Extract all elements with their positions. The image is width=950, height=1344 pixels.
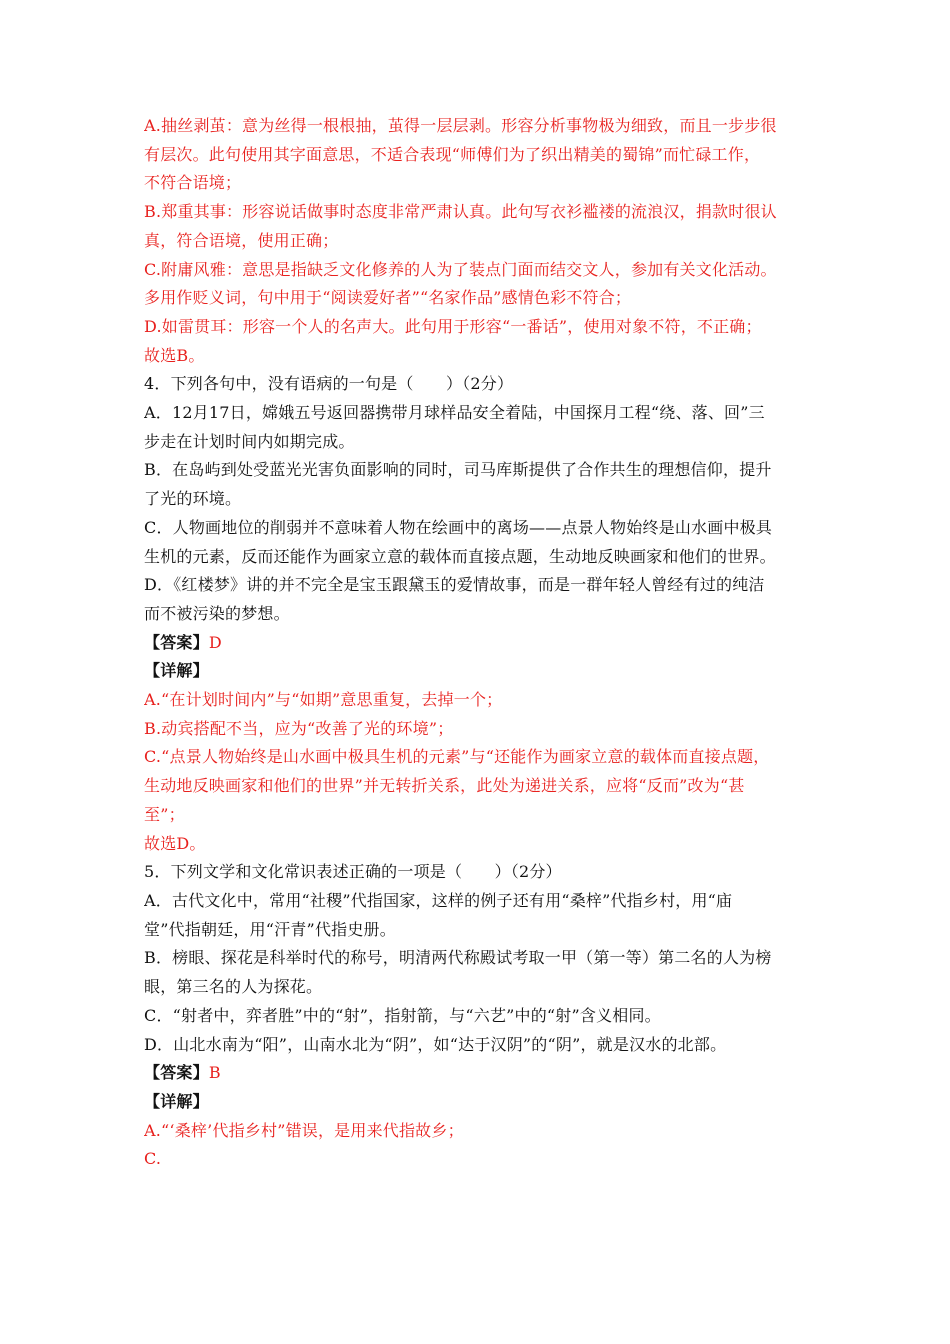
detail-line	[144, 657, 808, 686]
explanation-line: 生动地反映画家和他们的世界”并无转折关系，此处为递进关系，应将“反而”改为“甚	[144, 776, 745, 796]
option-line: C．“射者中，弈者胜”中的“射”，指射箭，与“六艺”中的“射”含义相同。	[144, 1005, 661, 1025]
option-line: A．12月17日，嫦娥五号返回器携带月球样品安全着陆，中国探月工程“绕、落、回”三	[144, 403, 765, 423]
explanation-line: 故选D。	[144, 833, 206, 853]
explanation-line: 有层次。此句使用其字面意思，不适合表现“师傅们为了织出精美的蜀锦”而忙碌工作，	[144, 144, 761, 164]
question-stem: 5．下列文学和文化常识表述正确的一项是（ ）（2分）	[144, 862, 562, 882]
detail-label: 【详解】	[144, 661, 209, 681]
option-line: 眼，第三名的人为探花。	[144, 977, 323, 997]
option-line: 而不被污染的梦想。	[144, 603, 290, 623]
option-line: 步走在计划时间内如期完成。	[144, 431, 355, 451]
explanation-line: 故选B。	[144, 345, 205, 365]
option-line: C．人物画地位的削弱并不意味着人物在绘画中的离场——点景人物始终是山水画中极具	[144, 517, 773, 537]
explanation-line: D.如雷贯耳：形容一个人的名声大。此句用于形容“一番话”，使用对象不符，不正确；	[144, 316, 762, 336]
option-line: D．《红楼梦》讲的并不完全是宝玉跟黛玉的爱情故事，而是一群年轻人曾经有过的纯洁	[144, 575, 765, 595]
option-line: B．榜眼、探花是科举时代的称号，明清两代称殿试考取一甲（第一等）第二名的人为榜	[144, 948, 772, 968]
explanation-line: 多用作贬义词，句中用于“阅读爱好者”“名家作品”感情色彩不符合；	[144, 288, 632, 308]
explanation-line: A.“在计划时间内”与“如期”意思重复，去掉一个；	[144, 690, 503, 710]
option-line: D．山北水南为“阳”，山南水北为“阴”，如“达于汉阴”的“阴”，就是汉水的北部。	[144, 1034, 727, 1054]
explanation-line: C.	[144, 1149, 162, 1169]
explanation-line: B.动宾搭配不当，应为“改善了光的环境”；	[144, 718, 454, 738]
explanation-line: 真，符合语境，使用正确；	[144, 230, 339, 250]
option-line: 堂”代指朝廷，用“汗青”代指史册。	[144, 919, 396, 939]
detail-line	[144, 1088, 808, 1117]
q3-explanation	[144, 112, 808, 370]
question-5	[144, 858, 808, 1174]
explanation-line: C.附庸风雅：意思是指缺乏文化修养的人为了装点门面而结交文人，参加有关文化活动。	[144, 259, 777, 279]
answer-value: B	[208, 1063, 221, 1083]
answer-value: D	[208, 632, 222, 652]
question-4	[144, 370, 808, 858]
explanation-line: C.“点景人物始终是山水画中极具生机的元素”与“还能作为画家立意的载体而直接点题，	[144, 747, 770, 767]
explanation-line: 不符合语境；	[144, 173, 242, 193]
question-stem: 4．下列各句中，没有语病的一句是（ ）（2分）	[144, 374, 514, 394]
answer-label: 【答案】	[144, 632, 209, 652]
explanation-line: B.郑重其事：形容说话做事时态度非常严肃认真。此句写衣衫褴褛的流浪汉，捐款时很认	[144, 202, 777, 222]
explanation-line: 至”；	[144, 804, 185, 824]
option-line: 生机的元素，反而还能作为画家立意的载体而直接点题，生动地反映画家和他们的世界。	[144, 546, 776, 566]
option-line: 了光的环境。	[144, 489, 242, 509]
explanation-line: A.“‘桑梓’代指乡村”错误，是用来代指故乡；	[144, 1120, 464, 1140]
answer-line	[144, 629, 808, 658]
document-page	[144, 112, 808, 1174]
answer-label: 【答案】	[144, 1063, 209, 1083]
detail-label: 【详解】	[144, 1091, 209, 1111]
option-line: A．古代文化中，常用“社稷”代指国家，这样的例子还有用“桑梓”代指乡村，用“庙	[144, 890, 733, 910]
answer-line	[144, 1059, 808, 1088]
explanation-line: A.抽丝剥茧：意为丝得一根根抽，茧得一层层剥。形容分析事物极为细致，而且一步步很	[144, 116, 777, 135]
option-line: B．在岛屿到处受蓝光光害负面影响的同时，司马库斯提供了合作共生的理想信仰，提升	[144, 460, 772, 480]
